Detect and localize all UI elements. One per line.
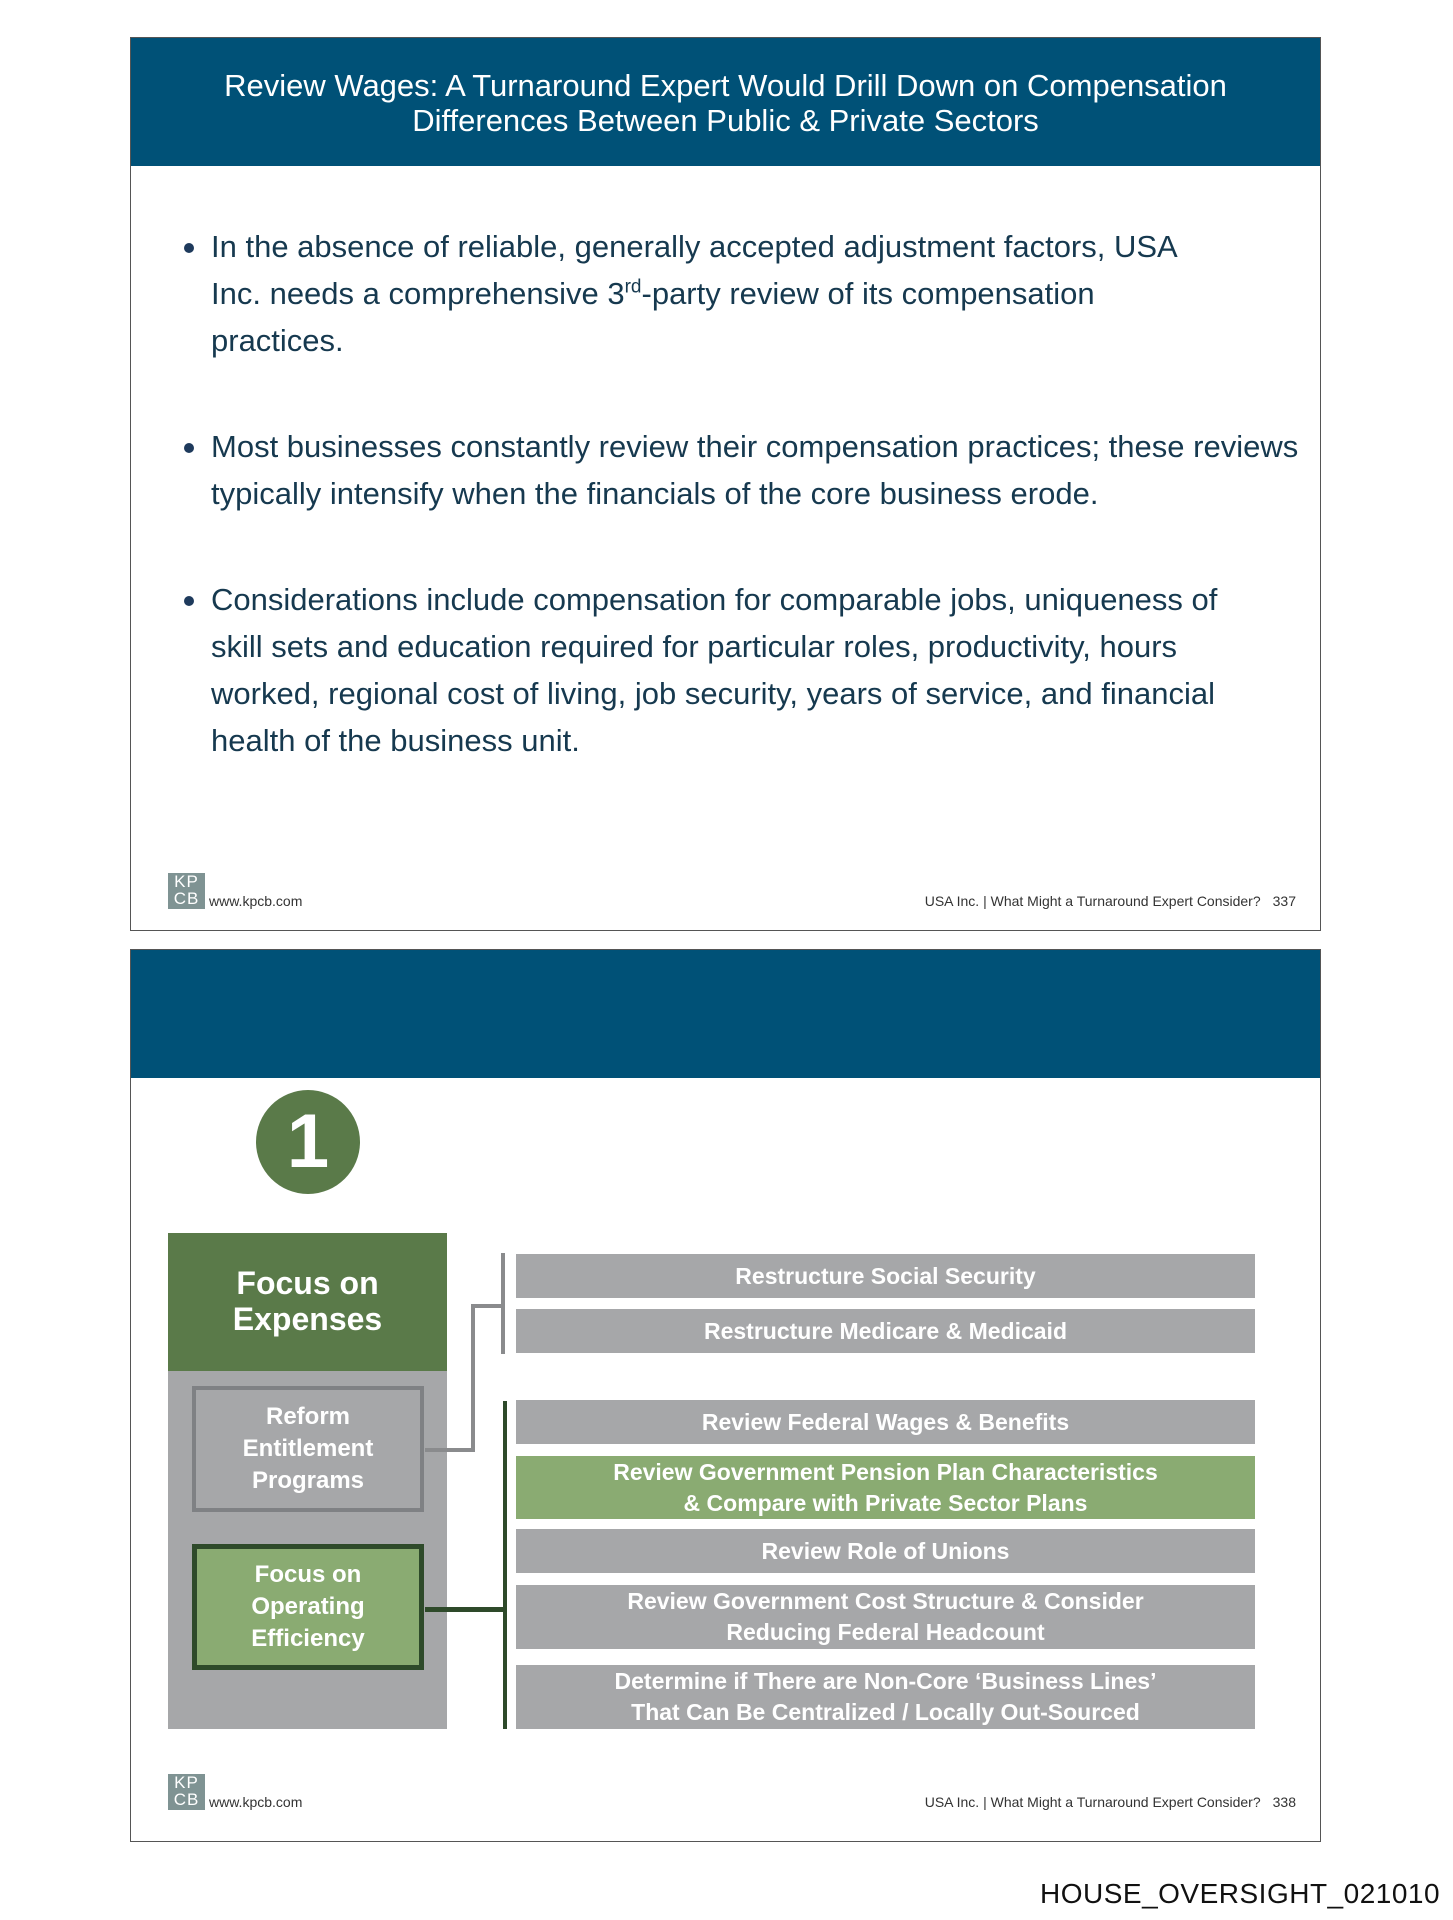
footer-caption-text: USA Inc. | What Might a Turnaround Expert Consider? [924,1794,1261,1810]
slide-header-band [131,950,1320,1078]
page-number: 338 [1272,1794,1296,1810]
page-number: 337 [1272,893,1296,909]
connector-green-stub [425,1607,507,1612]
connector-gray-stub [425,1448,473,1452]
bullet-list [181,223,1299,823]
bar-non-core-business-lines [516,1665,1255,1729]
bullet-dot-icon [184,596,194,606]
connector-gray-riser [471,1304,475,1452]
logo-text-bottom: CB [173,889,200,908]
logo-text-bottom: CB [173,1790,200,1809]
bar-restructure-medicare-medicaid [516,1309,1255,1353]
footer-caption-text: USA Inc. | What Might a Turnaround Expert Consider? [924,893,1261,909]
step-number-badge: 1 [256,1090,360,1194]
operating-efficiency-label: Focus on Operating Efficiency [251,1561,365,1652]
slide-footer [168,1774,1296,1812]
reform-entitlement-label: Reform Entitlement Programs [242,1403,374,1494]
kpcb-logo [168,873,205,909]
document-id: HOUSE_OVERSIGHT_021010 [1040,1878,1441,1909]
reform-entitlement-box [192,1386,424,1512]
slide-footer [168,873,1296,911]
bar-label: Restructure Social Security [735,1262,1036,1289]
focus-on-expenses-header: Focus on Expenses [168,1233,447,1371]
bullet-dot-icon [184,243,194,253]
connector-gray-spine [501,1253,505,1354]
bar-review-cost-structure [516,1585,1255,1649]
bar-review-pension-plan [516,1456,1255,1519]
footer-url[interactable]: www.kpcb.com [209,893,303,909]
bar-label: Review Government Pension Plan Characteristics & Compare with Private Sector Plans [613,1458,1158,1516]
footer-caption [925,893,1296,909]
bullet-item [181,576,1251,764]
connector-green-spine [503,1401,507,1729]
bullet-text: Most businesses constantly review their compensation practices; these reviews typically intensify when the financials of the core business erode. [211,429,1299,511]
bullet-item [181,223,1231,364]
left-panel [168,1233,447,1729]
bar-review-role-of-unions [516,1529,1255,1573]
logo-text-top: KP [174,872,199,891]
footer-url[interactable]: www.kpcb.com [209,1794,303,1810]
footer-caption [925,1794,1296,1810]
bullet-superscript: rd [624,276,642,298]
bullet-text: Considerations include compensation for comparable jobs, uniqueness of skill sets and education required for particular roles, productivity, hours worked, regional cost of living, job security, years of service, and financial health of the business unit. [211,582,1218,758]
bar-label: Review Federal Wages & Benefits [701,1408,1070,1435]
slide-337 [130,37,1321,931]
bar-label: Restructure Medicare & Medicaid [703,1317,1067,1344]
bullet-text-continued: -party review of its compensation practices. [211,276,1095,358]
slide-title [131,38,1320,166]
bullet-item [181,423,1301,517]
bar-label: Determine if There are Non-Core ‘Business Lines’ That Can Be Centralized / Locally Out-Sourced [614,1668,1157,1725]
bar-review-federal-wages [516,1400,1255,1444]
bullet-text: In the absence of reliable, generally accepted adjustment factors, USA Inc. needs a comprehensive 3 [211,229,1177,311]
slide-title-line-1: Review Wages: A Turnaround Expert Would Drill Down on Compensation [224,68,1227,103]
operating-efficiency-box [192,1544,424,1670]
slide-338 [130,949,1321,1842]
slide-title-line-2: Differences Between Public & Private Sectors [412,103,1039,138]
bullet-dot-icon [184,443,194,453]
kpcb-logo [168,1774,205,1810]
logo-text-top: KP [174,1773,199,1792]
connector-gray-elbow [471,1304,505,1308]
bar-label: Review Government Cost Structure & Consider Reducing Federal Headcount [627,1588,1144,1645]
bar-restructure-social-security [516,1254,1255,1298]
bar-label: Review Role of Unions [761,1537,1010,1564]
